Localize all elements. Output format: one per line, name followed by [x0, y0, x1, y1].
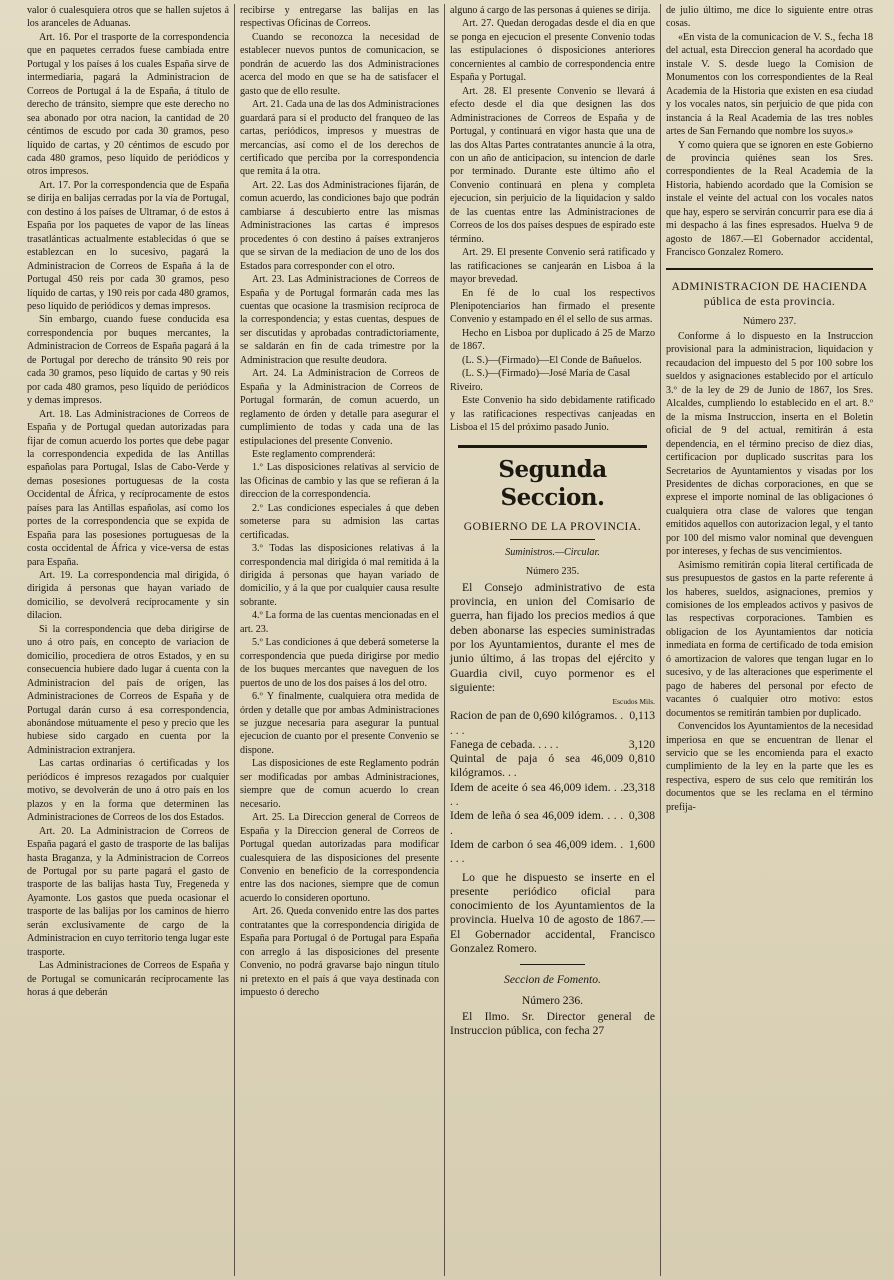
- paragraph: Conforme á lo dispuesto en la Instruccion provisional para la administracion, liquidacion y recaudacion del impuesto del 5 por 100 sobre los sueldos y asignaciones establecido por el artículo 3.º de la ley de 29 de Junio de 1867, los Sres. Alcaldes, cumpliendo lo establecido en el art. 8.º de la misma Instruccion, inserta en el Boletin oficial de 9 del actual, remitirán á esta dependencia, en el término preciso de diez dias, certificacion por duplicado suscritas para los Secretarios de Ayuntamientos y visadas por los Presidentes de dichas corporaciones, en que se exprese el importe nominal de las obligaciones ó cualquiera otra clase de valores que tengan emitidos aquellos con autorizacion legal, y el tanto por 100 del mismo valor nominal que devenguen por intereses, y fechas de sus vencimientos.: [666, 330, 873, 558]
- price-item: Racion de pan de 0,690 kilógramos. . . . .: [450, 709, 624, 737]
- column-4: [660, 4, 878, 1276]
- list-item: 6.º Y finalmente, cualquiera otra medida de órden y detalle que por ambas Administraciones se juzgue necesaria para asegurar la puntual ejecucion de cuanto por el presente Convenio se dispone.: [240, 691, 439, 756]
- article-19: Art. 19. La correspondencia mal dirigida, ó dirigida á personas que hayan variado de domicilio, se devolverá recíprocamente y sin dilacion.: [27, 570, 229, 622]
- circular-title: Suministros.—Circular.: [505, 546, 600, 558]
- list-item: 5.º Las condiciones á que deberá someterse la correspondencia que pueda dirigirse por medio de los buques mercantes que naveguen de los puertos de uno de los dos países á los del otro.: [240, 637, 439, 689]
- list-item: 4.º La forma de las cuentas mencionadas en el art. 23.: [240, 610, 439, 635]
- column-2: [234, 4, 444, 1276]
- table-row: [450, 781, 655, 810]
- notice-number: Número 235.: [525, 566, 580, 578]
- price-item: Quintal de paja ó sea 46,009 kilógramos. . .: [450, 752, 624, 780]
- paragraph: Si la correspondencia que deba dirigirse de uno á otro país, en concepto de variacion de domicilio, procediera de otros Estados, y en su consecuencia hubiere dado lugar á cuenta con la Administracion del país de orígen, las Administraciones de Correos de España y de Portugal darán curso á esa correspondencia, abonándose mútuamente el peso y precio que les hubiese sido cargado en cuenta por la Administracion extranjera.: [27, 623, 229, 756]
- section-heading: GOBIERNO DE LA PROVINCIA.: [463, 519, 642, 533]
- paragraph: Asimismo remitirán copia literal certificada de sus presupuestos de gastos en la parte referente á los haberes, sueldos, asignaciones, premios y comisiones de los empleados activos y pasivos de las respectivas corporaciones. Tambien es obligacion de los Ayuntamientos dar noticia inmediata en forma de certificado de toda emision ó amortizacion de valores que tengan lugar en lo sucesivo, y de las alteraciones que esperimente el pago de haberes del personal por efecto de vacantes ó cualquier otro motivo: estos documentos se remitirán tambien por duplicado.: [666, 559, 873, 719]
- section-title: Segunda Seccion.: [498, 455, 607, 511]
- signature: (L. S.)—(Firmado)—José María de Casal Riveiro.: [450, 368, 631, 393]
- section-subheading: pública de esta provincia.: [703, 295, 836, 309]
- column-3: [444, 4, 660, 1276]
- divider: [666, 268, 873, 270]
- price-item: Idem de aceite ó sea 46,009 idem. . . . .: [450, 780, 624, 809]
- paragraph: Sin embargo, cuando fuese conducida esa correspondencia por buques mercantes, la Administracion de Correos de España pagará á la de Portugal por derecho de tránsito 90 reis por cada 30 gramos, peso líquido de cartas y 90 reis por cada 480 gramos, peso líquido de periódicos y demas impresos.: [27, 314, 229, 407]
- paragraph: En fé de lo cual los respectivos Plenipotenciarios han firmado el presente Convenio y estampado en él el sello de sus armas.: [450, 287, 655, 326]
- paragraph: recibirse y entregarse las balijas en las respectivas Oficinas de Correos.: [240, 5, 439, 30]
- paragraph: Lo que he dispuesto se inserte en el presente periódico oficial para conocimiento de los Ayuntamientos de la provincia. Huelva 10 de agosto de 1867.—El Gobernador accidental, Francisco Gonzalez Romero.: [450, 870, 655, 955]
- price-value: 1,600: [628, 837, 655, 851]
- columns: [22, 4, 886, 1276]
- paragraph: alguno á cargo de las personas á quienes se dirija.: [450, 5, 651, 16]
- column-1: [22, 4, 234, 1276]
- price-value: 0,810: [628, 752, 655, 766]
- article-18: Art. 18. Las Administraciones de Correos de España y de Portugal quedan autorizadas para fijar de comun acuerdo los portes que debe pagar la correspondencia expedida de las Antillas españolas para Portugal, Islas de Cabo-Verde y demas posesiones portuguesas de la costa Occidental de África, y recíprocamente de estos países para las Antillas españolas, así como los portes de la correspondencia que se expida de España para las posesiones portuguesas de la costa occidental de África y vice-versa de estas para España.: [27, 408, 229, 568]
- list-item: 1.º Las disposiciones relativas al servicio de las Oficinas de cambio y las que se refieran á la direccion de la correspondencia.: [240, 462, 439, 501]
- price-item: Fanega de cebada. . . . .: [450, 737, 559, 751]
- units-label: Escudos Mils.: [612, 697, 655, 707]
- price-value: 0,308: [628, 809, 655, 823]
- article-27: Art. 27. Quedan derogadas desde el dia en que se ponga en ejecucion el presente Convenio todas las estipulaciones ó disposiciones anteriores concernientes al cambio de correspondencia entre España y Portugal.: [450, 18, 655, 84]
- article-29: Art. 29. El presente Convenio será ratificado y las ratificaciones se canjearán en Lisboa á la mayor brevedad.: [450, 247, 655, 286]
- prices-table: [450, 709, 655, 866]
- paragraph: Este Convenio ha sido debidamente ratificado y las ratificaciones respectivas canjeadas en Lisboa el 15 del próximo pasado Junio.: [450, 395, 655, 434]
- price-value: 0,113: [629, 709, 655, 723]
- article-28: Art. 28. El presente Convenio se llevará á efecto desde el dia que designen las dos Administraciones de Correos de España y de Portugal, y continuará en vigor hasta que una de las dos Altas Partes contratantes anuncie á la otra, con un año de anticipacion, su intencion de darle por terminado. Durante este último año el Convenio continuará en plena y completa ejecucion, sin perjuicio de la liquidacion y saldo de las cuentas entre las Administraciones de Correos de los dos países despues de espirado este término.: [450, 85, 655, 245]
- article-24: Art. 24. La Administracion de Correos de España y la Administracion de Correos de Portugal formarán, de comun acuerdo, un reglamento de órden y detalle para asegurar el cumplimiento de todas y cada una de las estipulaciones del presente Convenio.: [240, 368, 439, 447]
- paragraph: de julio último, me dice lo siguiente entre otras cosas.: [666, 5, 873, 30]
- divider: [520, 964, 585, 965]
- divider: [458, 445, 647, 448]
- list-item: 3.º Todas las disposiciones relativas á la correspondencia mal dirigida ó mal remitida á la dirigida á personas que hayan variado de domicilio, y á la que por cualquier causa resulte sobrante.: [240, 543, 439, 608]
- paragraph: valor ó cualesquiera otros que se hallen sujetos á los aranceles de Aduanas.: [27, 5, 229, 30]
- article-22: Art. 22. Las dos Administraciones fijarán, de comun acuerdo, las condiciones bajo que podrán cambiarse á descubierto entre las mismas Administraciones las cartas é impresos procedentes ó con destino á países extranjeros que se sirvan de la mediacion de uno de los dos Estados para corresponder con el otro.: [240, 179, 439, 272]
- price-item: Idem de leña ó sea 46,009 idem. . . . .: [450, 809, 624, 837]
- price-value: 23,318: [623, 780, 655, 794]
- signature: (L. S.)—(Firmado)—El Conde de Bañuelos.: [462, 354, 642, 366]
- paragraph: Las Administraciones de Correos de España y de Portugal se comunicarán recíprocamente las horas á que deberán: [27, 960, 229, 999]
- article-17: Art. 17. Por la correspondencia que de España se dirija en balijas cerradas por la vía de Portugal, con destino á los países de Ultramar, ó de estos á España por los paquetes de vapor de las líneas trasatlánticas actualmente establecidas ó que se establezcan en lo sucesivo, pagará la Administracion de Correos de España á la de Portugal 450 reis por cada 30 gramos, peso líquido de cartas, y 190 reis por cada 480 gramos, peso líquido de periódicos y demas impresos.: [27, 179, 229, 312]
- notice-number: Número 236.: [521, 993, 584, 1007]
- table-row: [450, 709, 655, 738]
- article-20: Art. 20. La Administracion de Correos de España pagará el gasto de trasporte de las balijas hasta Braganza, y la Administracion de Correos de Portugal por su parte pagará el gasto de trasporte de las balijas hasta Tuy, Fregeneda y Ayamonte. Los gastos que pueda ocasionar el trasporte de las balijas por los caminos de hierro serán exclusivamente de cargo de la Administracion en cuyo territorio tenga lugar este trasporte.: [27, 825, 229, 958]
- list-item: 2.º Las condiciones especiales á que deben someterse para su admision las cartas certificadas.: [240, 502, 439, 541]
- paragraph: Hecho en Lisboa por duplicado á 25 de Marzo de 1867.: [450, 327, 655, 353]
- section-heading: Seccion de Fomento.: [504, 973, 601, 987]
- article-23: Art. 23. Las Administraciones de Correos de España y de Portugal formarán cada mes las cuentas que ocasione la trasmision recíproca de la correspondencia; y estas cuentas, despues de ser discutidas y aprobadas contradictoriamente, se saldarán en fin de cada trimestre por la Administracion que resulte deudora.: [240, 274, 439, 366]
- price-item: Idem de carbon ó sea 46,009 idem. . . . .: [450, 837, 624, 866]
- paragraph: Cuando se reconozca la necesidad de establecer nuevos puntos de comunicacion, se pondrán de acuerdo las dos Administraciones acerca del modo en que se ha de satisfacer el gasto que de ello resulte.: [240, 31, 439, 97]
- table-row: [450, 752, 655, 781]
- notice-number: Número 237.: [742, 315, 797, 327]
- article-16: Art. 16. Por el trasporte de la correspondencia que en paquetes cerrados fuese cambiada entre Portugal y los países á los cuales España sirve de intermediaria, pagará la Administracion de Correos de Portugal á la de España, á título de derecho de tránsito, siempre que este derecho no sea abonado por otra nacion, la cantidad de 20 céntimos de escudo por cada 30 gramos, peso líquido de cartas, y 20 céntimos de escudo por cada 480 gramos, peso líquido de periódicos y otros impresos.: [27, 31, 229, 178]
- paragraph: El Consejo administrativo de esta provincia, en union del Comisario de guerra, han fijado los precios medios á que deben abonarse las especies suministradas por los Ayuntamientos, durante el mes de junio último, á las tropas del ejército y Guardia civil, cuyo pormenor es el siguiente:: [450, 580, 655, 694]
- paragraph: Convencidos los Ayuntamientos de la necesidad imperiosa en que se encuentran de llenar el servicio que se les encomienda para el exacto cumplimiento de la ley en la parte que les es respectiva, espero de sus celo que remitirán los documentos que se les reclama en el término prefija-: [666, 721, 873, 813]
- table-row: [450, 809, 655, 838]
- price-value: 3,120: [628, 737, 655, 751]
- table-row: [450, 838, 655, 867]
- paragraph: Y como quiera que se ignoren en este Gobierno de provincia quiénes sean los Sres. correspondientes de la Real Academia de la Historia, habiendo acordado que la Comision se instale el veinte del actual con los vocales natos que hay, espero se servirán concurrir para ese dia á mi despacho á las fines espresados. Huelva 9 de agosto de 1867.—El Gobernador accidental, Francisco Gonzalez Romero.: [666, 139, 873, 259]
- paragraph: Este reglamento comprenderá:: [252, 448, 376, 460]
- paragraph: Las cartas ordinarias ó certificadas y los periódicos é impresos rezagados por cualquier motivo, se devolverán de uno á otro país en los plazos y en la forma que determinen las Administraciones de Correos de los dos Estados.: [27, 758, 229, 824]
- article-25: Art. 25. La Direccion general de Correos de España y la Direccion general de Correos de Portugal quedan autorizadas para modificar cualesquiera de las disposiciones del presente Convenio en beneficio de la correspondencia entre las dos naciones, siempre que de comun acuerdo lo consideren oportuno.: [240, 812, 439, 904]
- paragraph: Las disposiciones de este Reglamento podrán ser modificadas por ambas Administraciones, siempre que de comun acuerdo lo crean necesario.: [240, 758, 439, 810]
- paragraph: El Ilmo. Sr. Director general de Instruccion pública, con fecha 27: [450, 1009, 655, 1038]
- circular-body: [450, 581, 655, 1039]
- article-26: Art. 26. Queda convenido entre las dos partes contratantes que la correspondencia dirigida de España para Portugal ó de Portugal para España con arreglo á las disposiciones del presente Convenio, no podrá gravarse bajo ningun título ni pretexto en el país á que vaya destinada con impuesto ó derecho: [240, 906, 439, 999]
- table-row: [450, 738, 655, 752]
- article-21: Art. 21. Cada una de las dos Administraciones guardará para sí el producto del franqueo de las cartas, periódicos, impresos y muestras de mercancías, así como el de los derechos de certificado que perciba por la correspondencia que remita á la otra.: [240, 99, 439, 178]
- divider: [510, 539, 595, 540]
- section-heading: ADMINISTRACION DE HACIENDA: [671, 279, 868, 293]
- paragraph: «En vista de la comunicacion de V. S., fecha 18 del actual, esta Direccion general ha acordado que instale V. S. desde luego la Comision de Monumentos con los correspondientes de la Real Academia de la Historia que existen en esa ciudad y los vocales natos, sin perjuicio de que pida con instancia á la Real Academia de las tres nobles artes de San Fernando que nombre los suyos.»: [666, 31, 873, 138]
